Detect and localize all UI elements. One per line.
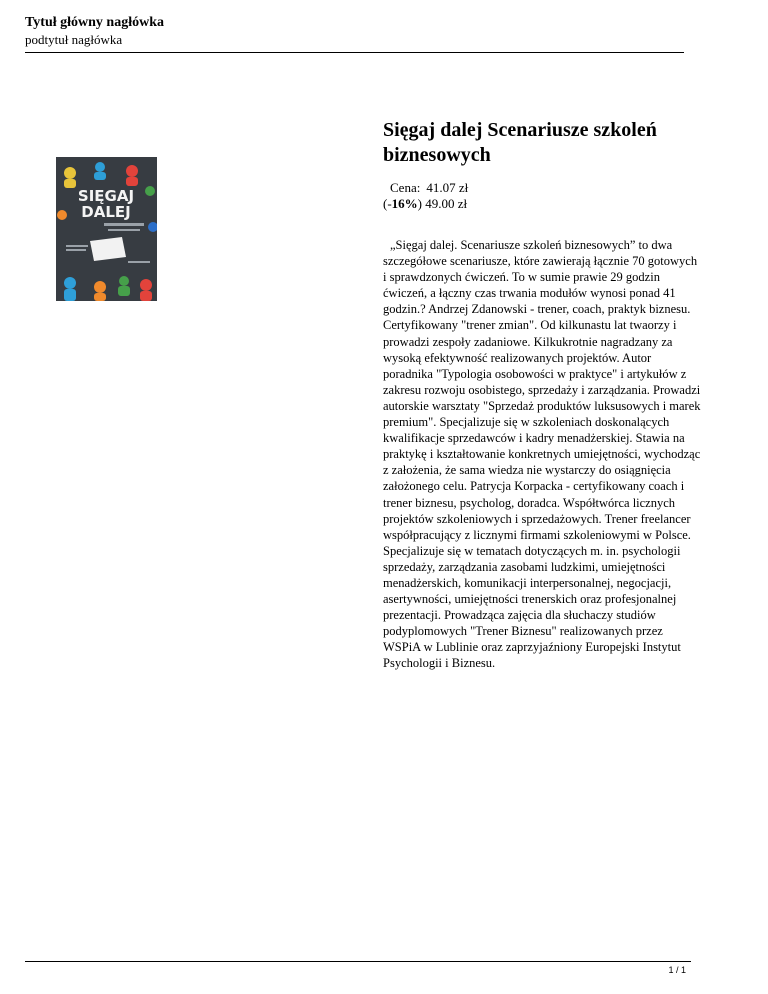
product-description (383, 237, 701, 672)
cover-title-line1: SIĘGAJ (77, 187, 135, 205)
header-subtitle: podtytuł nagłówka (25, 32, 123, 47)
discount-close: ) (417, 196, 423, 211)
header-divider (25, 52, 684, 53)
discount-line (383, 196, 467, 212)
book-cover-illustration (56, 157, 157, 301)
header-title: Tytuł główny nagłówka (25, 15, 164, 30)
discount-open: (- (383, 196, 392, 211)
old-price: 49.00 zł (425, 196, 468, 211)
price-label: Cena: (390, 180, 421, 195)
price-value: 41.07 zł (426, 180, 469, 195)
price-line (383, 180, 468, 196)
footer-divider (25, 961, 691, 962)
discount-percent: 16% (391, 196, 418, 211)
cover-title-line2: DALEJ (81, 203, 131, 221)
book-cover-image (56, 157, 157, 301)
description-text: „Sięgaj dalej. Scenariusze szkoleń biznesowych” to dwa szczegółowe scenariusze, które zawierają łącznie 70 gotowych i sprawdzonych ćwiczeń. To w sumie prawie 29 godzin ćwiczeń, a łączny czas trwania modułów wynosi ponad 41 godzin.? Andrzej Zdanowski - trener, coach, praktyk biznesu. Certyfikowany "trener zmian". Od kilkunastu lat twaorzy i prowadzi zespoły zadaniowe. Kilkukrotnie nagradzany za wysoką efektywność realizowanych projektów. Autor poradnika "Typologia osobowości w praktyce" i artykułów z zakresu rozwoju osobistego, sprzedaży i zarządzania. Prowadzi autorskie warsztaty "Sprzedaż produktów luksusowych i marek premium". Specjalizuje się w szkoleniach doskonalących kwalifikacje sprzedawców i kadry menadżerskiej. Stawia na praktykę i kształtowanie konkretnych umiejętności, wychodząc z założenia, że sama wiedza nie wystarczy do osiągnięcia założonego celu. Patrycja Korpacka - certyfikowany coach i trener biznesu, psycholog, doradca. Współtwórca licznych projektów szkoleniowych i sprzedażowych. Trener freelancer współpracujący z licznymi firmami szkoleniowymi w Polsce. Specjalizuje się w tematach dotyczących m. in. psychologii sprzedaży, zarządzania zasobami ludzkimi, umiejętności menadżerskich, komunikacji interpersonalnej, negocjacji, asertywności, umiejętności trenerskich oraz profesjonalnej prezentacji. Prowadząca zajęcia dla słuchaczy studiów podyplomowych "Trener Biznesu" realizowanych przez WSPiA w Lublinie oraz zaprzyjaźniony Europejski Instytut Psychologii i Biznesu. (383, 238, 701, 671)
product-title: Sięgaj dalej Scenariusze szkoleń biznesowych (383, 119, 657, 166)
page-number: 1 / 1 (668, 965, 686, 975)
